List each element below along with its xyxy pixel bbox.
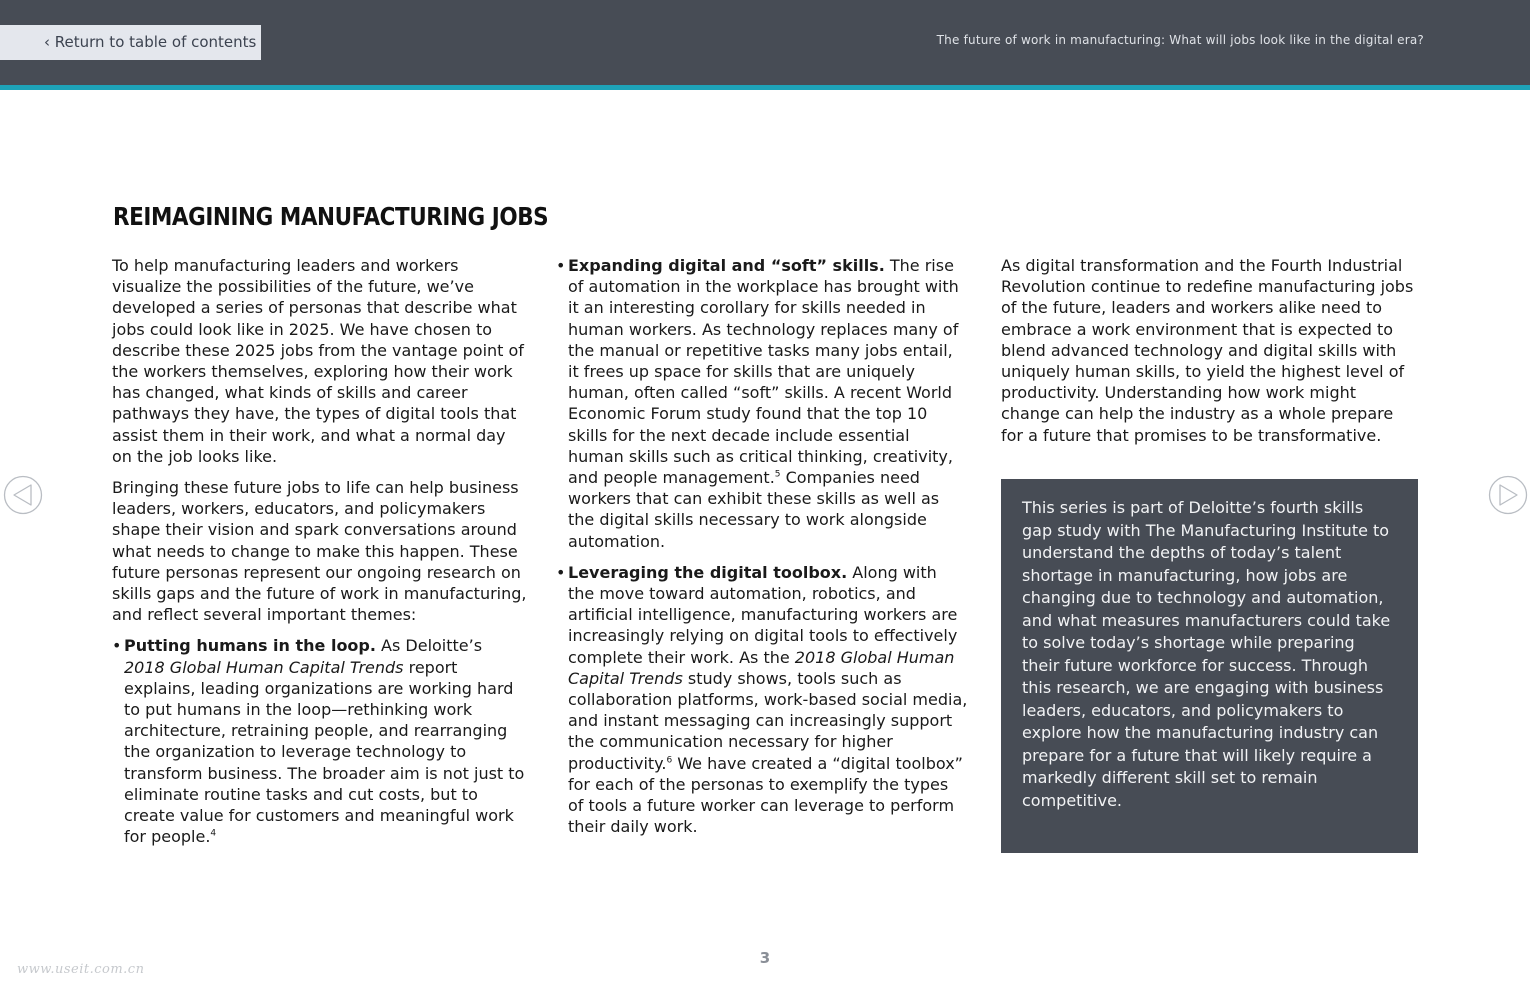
watermark: www.useit.com.cn — [17, 962, 145, 977]
bullet-text: We have created a “digital toolbox” for each of the personas to exemplify the types of tools a future worker can leverage to perform their daily work. — [568, 753, 963, 837]
column-1 — [112, 255, 527, 857]
triangle-left-circle-icon — [3, 475, 43, 515]
page-number: 3 — [759, 949, 771, 967]
header-accent-line — [0, 85, 1530, 90]
intro-paragraph: To help manufacturing leaders and workers visualize the possibilities of the future, we’ve developed a series of personas that describe what jobs could look like in 2025. We have chosen to describe these 2025 jobs from the vantage point of the workers themselves, exploring how their work has changed, what kinds of skills and career pathways they have, the types of digital tools that assist them in their work, and what a normal day on the job looks like. — [112, 256, 524, 466]
section-heading: REIMAGINING MANUFACTURING JOBS — [113, 202, 549, 231]
previous-page-button[interactable] — [3, 475, 43, 515]
return-to-toc-button[interactable]: ‹ Return to table of contents — [0, 25, 261, 60]
bullet-text: Along with the move toward automation, robotics, and artificial intelligence, manufacturing workers are increasingly relying on digital tools to effectively complete their work. As the — [568, 562, 958, 667]
bullet-soft-skills — [556, 255, 968, 552]
bullet-title: Expanding digital and “soft” skills. — [568, 256, 885, 275]
bullet-text: As Deloitte’s — [375, 636, 483, 656]
callout-box — [1001, 479, 1418, 853]
publication-title: 2018 Global Human Capital Trends — [124, 657, 404, 677]
bullet-humans-in-loop — [112, 635, 527, 847]
bullet-text: The rise of automation in the workplace has brought with it an interesting corollary for skills needed in human workers. As technology replaces many of the manual or repetitive tasks many jobs entail, it frees up space for skills that are uniquely human, often called “soft” skills. A recent World Economic Forum study found that the top 10 skills for the next decade include essential human skills such as critical thinking, creativity, and people management. — [568, 256, 959, 488]
bullet-title: Leveraging the digital toolbox. — [568, 562, 848, 582]
footnote-ref: 4 — [210, 828, 217, 839]
triangle-right-circle-icon — [1488, 475, 1528, 515]
publication-title: 2018 Global Human Capital Trends — [568, 647, 955, 688]
bullet-title: Putting humans in the loop. — [124, 636, 376, 656]
header-bar — [0, 0, 1530, 85]
column-3 — [1001, 255, 1419, 456]
footnote-ref: 6 — [666, 755, 673, 766]
bullet-text: report explains, leading organizations are working hard to put humans in the loop—rethinking work architecture, retraining people, and rearranging the organization to leverage technology to transform business. The broader aim is not just to eliminate routine tasks and cut costs, but to create value for customers and meaningful work for people. — [124, 657, 525, 847]
column-2 — [556, 255, 968, 847]
callout-text: This series is part of Deloitte’s fourth skills gap study with The Manufacturing Institute to understand the depths of today’s talent shortage in manufacturing, how jobs are changing due to technology and automation, and what measures manufacturers could take to solve today’s shortage while preparing their future workforce for success. Through this research, we are engaging with business leaders, educators, and policymakers to explore how the manufacturing industry can prepare for a future that will likely require a markedly different skill set to remain competitive. — [1022, 498, 1391, 810]
document-title: The future of work in manufacturing: What will jobs look like in the digital era? — [936, 33, 1424, 47]
bullet-digital-toolbox — [556, 562, 968, 838]
conclusion-paragraph: As digital transformation and the Fourth Industrial Revolution continue to redefine manufacturing jobs of the future, leaders and workers alike need to embrace a work environment that is expected to blend advanced technology and digital skills with uniquely human skills, to yield the highest level of productivity. Understanding how work might change can help the industry as a whole prepare for a future that promises to be transformative. — [1001, 256, 1414, 445]
footnote-ref: 5 — [774, 469, 781, 480]
themes-paragraph: Bringing these future jobs to life can help business leaders, workers, educators, and policymakers shape their vision and spark conversations around what needs to change to make this happen. These future personas represent our ongoing research on skills gaps and the future of work in manufacturing, and reflect several important themes: — [112, 478, 527, 625]
next-page-button[interactable] — [1488, 475, 1528, 515]
bullet-text: study shows, tools such as collaboration platforms, work-based social media, and instant messaging can increasingly support the communication necessary for higher productivity. — [568, 668, 968, 773]
bullet-text: Companies need workers that can exhibit these skills as well as the digital skills necessary to work alongside automation. — [568, 468, 940, 551]
